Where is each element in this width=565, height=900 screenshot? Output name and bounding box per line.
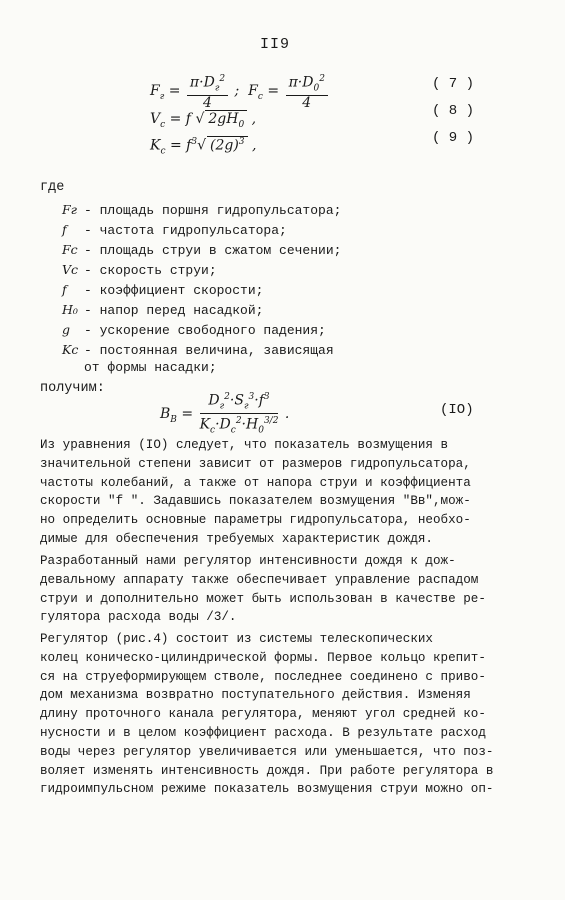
definition-item <box>62 242 341 258</box>
text-line: гулятора расхода воды /3/. <box>40 610 237 625</box>
text-line: колец коническо-цилиндрической формы. Первое кольцо крепит- <box>40 650 486 665</box>
definition-item <box>62 202 341 218</box>
definition-symbol: f <box>62 282 67 297</box>
definition-text: - площадь струи в сжатом сечении; <box>84 243 342 258</box>
text-line: нусности и в целом коэффициент расхода. В результате расход <box>40 725 486 740</box>
definition-text: - напор перед насадкой; <box>84 303 264 318</box>
equation-8: $V_c = f$ √ $2gH_0$ , <box>150 111 257 130</box>
definition-item <box>62 360 217 375</box>
definition-text: - коэффициент скорости; <box>84 283 264 298</box>
text-line: Разработанный нами регулятор интенсивности дождя к дож- <box>40 554 456 568</box>
definition-symbol: g <box>62 322 71 337</box>
definition-item <box>62 322 326 338</box>
definition-item <box>62 282 263 298</box>
text-line: Из уравнения (IO) следует, что показатель возмущения в <box>40 438 449 452</box>
paragraph-1 <box>40 436 471 549</box>
definition-symbol: f <box>62 222 67 237</box>
definition-symbol: Fг <box>62 202 77 217</box>
text-line: воды через регулятор увеличивается или уменьшается, что поз- <box>40 744 494 759</box>
equation-8-number: ( 8 ) <box>432 103 475 119</box>
text-line: воляет изменять интенсивность дождя. При работе регулятора в <box>40 763 494 778</box>
definition-text: - ускорение свободного падения; <box>84 323 326 338</box>
equation-7-number: ( 7 ) <box>432 76 475 92</box>
equation-7: $F_г$ = $\frac{\pi\cdot D_г^2}{4}$ ; $F_c$ = $\frac{\pi\cdot D_0^2}{4}$ <box>150 72 330 110</box>
definition-symbol: Fс <box>62 242 78 257</box>
text-line: девальному аппарату также обеспечивает управление распадом <box>40 572 479 587</box>
obtain-label: получим: <box>40 381 105 396</box>
definition-item <box>62 342 334 358</box>
text-line: скорости "f ". Задавшись показателем возмущения "Вв",мож- <box>40 494 471 509</box>
text-line: струи и дополнительно может быть использован в качестве ре- <box>40 591 486 606</box>
page-number: II9 <box>260 36 291 53</box>
definition-text: от формы насадки; <box>84 360 217 375</box>
text-line: значительной степени зависит от размеров гидропульсатора, <box>40 456 471 471</box>
text-line: Регулятор (рис.4) состоит из системы телескопических <box>40 632 433 646</box>
text-line: гидроимпульсном режиме показатель возмущения струи можно оп- <box>40 782 494 797</box>
paragraph-3 <box>40 630 493 799</box>
definition-text: - частота гидропульсатора; <box>84 223 287 238</box>
equation-9-number: ( 9 ) <box>432 130 475 146</box>
text-line: длину проточного канала регулятора, меняют угол средней ко- <box>40 707 486 722</box>
text-line: частоты колебаний, а также от напора струи и коэффициента <box>40 475 471 490</box>
where-label: где <box>40 180 65 195</box>
text-line: ся на струеформирующем стволе, последнее соединено с приво- <box>40 669 486 684</box>
text-line: но определить основные параметры гидропульсатора, необхо- <box>40 513 471 528</box>
definition-symbol: H₀ <box>62 302 78 317</box>
definition-symbol: Kс <box>62 342 79 357</box>
equation-9: $K_c = f^3√$ $(2g)^3$ , <box>150 137 257 157</box>
definition-item <box>62 262 217 278</box>
equation-10-number: (IO) <box>440 402 474 418</box>
text-line: дом механизма возвратно поступательного действия. Изменяя <box>40 688 471 703</box>
definition-text: - постоянная величина, зависящая <box>84 343 334 358</box>
definition-item <box>62 222 287 238</box>
text-line: димые для обеспечения требуемых характеристик дождя. <box>40 531 433 546</box>
paragraph-2 <box>40 552 486 627</box>
definition-text: - скорость струи; <box>84 263 217 278</box>
definition-symbol: Vс <box>62 262 79 277</box>
equation-10: $B_B$ = $\frac{D_г^2\cdot S_г^3\cdot f^3}{K_c\cdot D_c^2\cdot H_0^{3/2}}$ . <box>160 392 290 436</box>
definition-item <box>62 302 263 318</box>
definition-text: - площадь поршня гидропульсатора; <box>84 203 342 218</box>
